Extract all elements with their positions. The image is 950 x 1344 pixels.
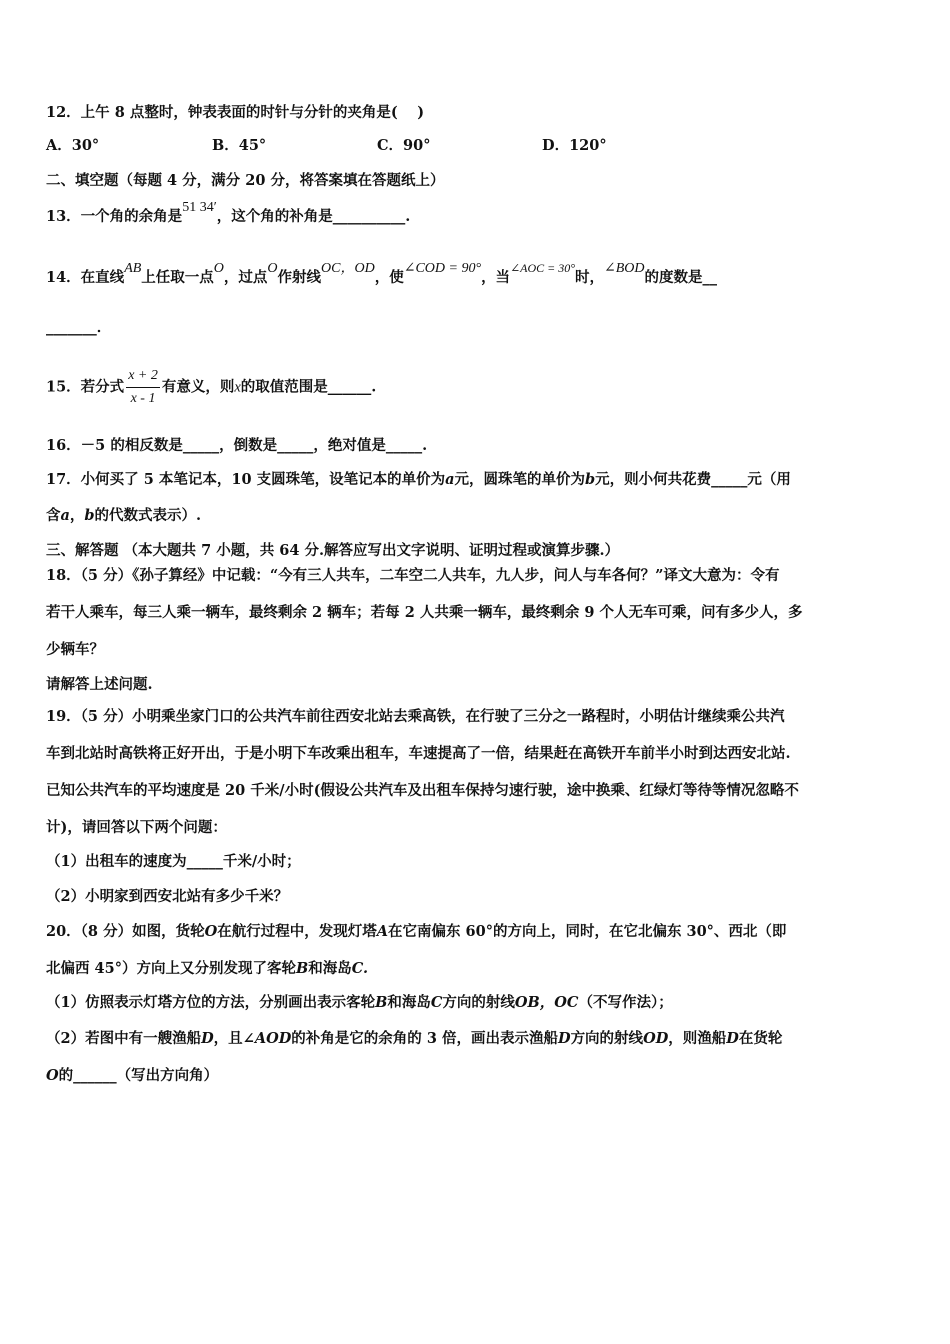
q20-last-text: 的______（写出方向角） (58, 1067, 219, 1084)
question-19-line-1: 19．（5 分）小明乘坐家门口的公共汽车前往西安北站去乘高铁，在行驶了三分之一路程时，小明估计继续乘公共汽 (46, 708, 785, 725)
q17-var-b-2: b (84, 507, 95, 524)
q14-point-o-2: O (267, 261, 278, 276)
q20-sub2-text-1: （2）若图中有一艘渔船 (46, 1030, 202, 1047)
q20-sub2-text-4: 方向的射线 (570, 1030, 644, 1047)
q14-rays: OC，OD (321, 261, 375, 276)
q14-text-7: 时， (575, 269, 605, 286)
question-14-line-2: _______． (46, 319, 112, 336)
question-18-line-3: 少辆车？ (46, 641, 104, 658)
section-2-heading: 二、填空题（每题 4 分，满分 20 分，将答案填在答题纸上） (46, 172, 445, 189)
question-12-stem: 12．上午 8 点整时，钟表表面的时针与分针的夹角是( ) (46, 104, 425, 121)
question-16: 16．－5 的相反数是_____，倒数是_____，绝对值是_____. (46, 437, 428, 454)
q17-text-5: ， (69, 507, 85, 524)
q14-text-2: 上任取一点 (141, 269, 214, 286)
question-19-line-4: 计)，请回答以下两个问题： (46, 819, 227, 836)
question-20-last-line (46, 1066, 218, 1086)
question-17-line-1 (46, 470, 791, 490)
q20-sub2-ray-od: OD (643, 1030, 669, 1047)
q14-text-6: ，当 (481, 269, 511, 286)
option-c: C．90° (377, 137, 431, 154)
question-17-line-2 (46, 506, 201, 526)
question-19-line-2: 车到北站时高铁将正好开出，于是小明下车改乘出租车，车速提高了一倍，结果赶在高铁开车前半小时到达西安北站. (46, 745, 791, 762)
q20-sub1-text-4: （不写作法）； (578, 994, 673, 1011)
section-3-heading: 三、解答题 （本大题共 7 小题，共 64 分.解答应写出文字说明、证明过程或演算步骤.） (46, 542, 620, 559)
question-20-sub-2 (46, 1029, 782, 1049)
q15-fraction (126, 365, 160, 410)
question-19-sub-1: （1）出租车的速度为_____千米/小时； (46, 853, 301, 870)
q20-last-var-o: O (46, 1067, 59, 1084)
q20-sub1-text-2: 和海岛 (387, 994, 431, 1011)
question-20-line-1 (46, 922, 786, 942)
option-a: A．30° (46, 137, 100, 154)
q20-sub2-angle-aod: AOD (254, 1030, 292, 1047)
q14-line-ab: AB (124, 261, 142, 276)
option-b: B．45° (212, 137, 267, 154)
q15-mid: 有意义，则 (161, 378, 235, 396)
q20-sub2-text-5: ，则渔船 (668, 1030, 727, 1047)
q20-sub2-text-2: ，且∠ (213, 1030, 255, 1047)
question-20-sub-1 (46, 993, 673, 1013)
q14-text-1: 14．在直线 (46, 269, 125, 286)
q20-sub1-rays: OB，OC (514, 994, 579, 1011)
q17-text-1: 17．小何买了 5 本笔记本，10 支圆珠笔，设笔记本的单价为 (46, 471, 446, 488)
q15-post: 的取值范围是______. (240, 378, 377, 396)
question-12-options (46, 136, 846, 156)
q20-text-4: 北偏西 45°）方向上又分别发现了客轮 (46, 960, 296, 977)
q15-denominator: x - 1 (130, 391, 156, 406)
q20-var-o: O (204, 923, 218, 940)
q20-text-2: 在航行过程中，发现灯塔 (217, 923, 377, 940)
q17-var-a-2: a (60, 507, 70, 524)
q20-text-5: 和海岛 (308, 960, 352, 977)
q20-text-3: 在它南偏东 60°的方向上，同时，在它北偏东 30°、西北（即 (387, 923, 787, 940)
q20-sub1-text-3: 方向的射线 (442, 994, 515, 1011)
q15-variable: x (234, 379, 241, 396)
q20-sub2-var-d: D (201, 1030, 214, 1047)
q14-text-5: ，使 (374, 269, 404, 286)
q14-angle-cod: ∠COD = 90° (403, 261, 482, 276)
q17-text-2: 元，圆珠笔的单价为 (454, 471, 585, 488)
q17-text-3: 元，则小何共花费_____元（用 (595, 471, 791, 488)
q20-var-c-end: C. (351, 960, 369, 977)
q14-point-o: O (213, 261, 224, 276)
q13-post: ，这个角的补角是__________. (216, 208, 411, 225)
q17-var-a: a (445, 471, 455, 488)
question-15 (46, 365, 376, 410)
q14-text-3: ，过点 (223, 269, 268, 286)
q20-sub1-text-1: （1）仿照表示灯塔方位的方法，分别画出表示客轮 (46, 994, 376, 1011)
q20-sub2-var-d-3: D (726, 1030, 739, 1047)
q20-sub1-var-b: B (375, 994, 388, 1011)
q20-sub2-var-d-2: D (557, 1030, 571, 1047)
q20-text-1: 20．（8 分）如图，货轮 (46, 923, 205, 940)
q14-angle-aoc: ∠AOC = 30° (510, 261, 576, 275)
option-d: D．120° (542, 137, 607, 154)
q17-text-6: 的代数式表示）. (94, 507, 202, 524)
q14-angle-bod: ∠BOD (604, 261, 645, 276)
q17-var-b: b (585, 471, 596, 488)
q15-numerator: x + 2 (126, 365, 160, 388)
question-20-line-2 (46, 959, 368, 979)
q20-sub1-var-c: C (430, 994, 443, 1011)
q15-pre: 15．若分式 (46, 378, 125, 396)
question-13 (46, 200, 411, 228)
question-18-line-4: 请解答上述问题. (46, 676, 153, 693)
question-18-line-2: 若干人乘车，每三人乘一辆车，最终剩余 2 辆车；若每 2 人共乘一辆车，最终剩余 9 个人无车可乘，问有多少人，多 (46, 604, 803, 621)
question-18-line-1: 18．（5 分）《孙子算经》中记载：“今有三人共车，二车空二人共车，九人步，问人与车各何？”译文大意为：令有 (46, 567, 780, 584)
q13-angle-expr: 51 34′ (182, 200, 217, 215)
q20-var-b: B (295, 960, 309, 977)
q20-sub2-text-3: 的补角是它的余角的 3 倍，画出表示渔船 (291, 1030, 558, 1047)
question-19-sub-2: （2）小明家到西安北站有多少千米？ (46, 888, 289, 905)
q20-var-a: A (376, 923, 388, 940)
question-19-line-3: 已知公共汽车的平均速度是 20 千米/小时(假设公共汽车及出租车保持匀速行驶，途中换乘、红绿灯等待等情况忽略不 (46, 782, 799, 799)
q17-text-4: 含 (46, 507, 61, 524)
q13-pre: 13．一个角的余角是 (46, 208, 183, 225)
question-14 (46, 261, 718, 289)
q20-sub2-text-6: 在货轮 (738, 1030, 783, 1047)
q14-text-4: 作射线 (277, 269, 322, 286)
q14-text-8: 的度数是__ (644, 269, 718, 286)
